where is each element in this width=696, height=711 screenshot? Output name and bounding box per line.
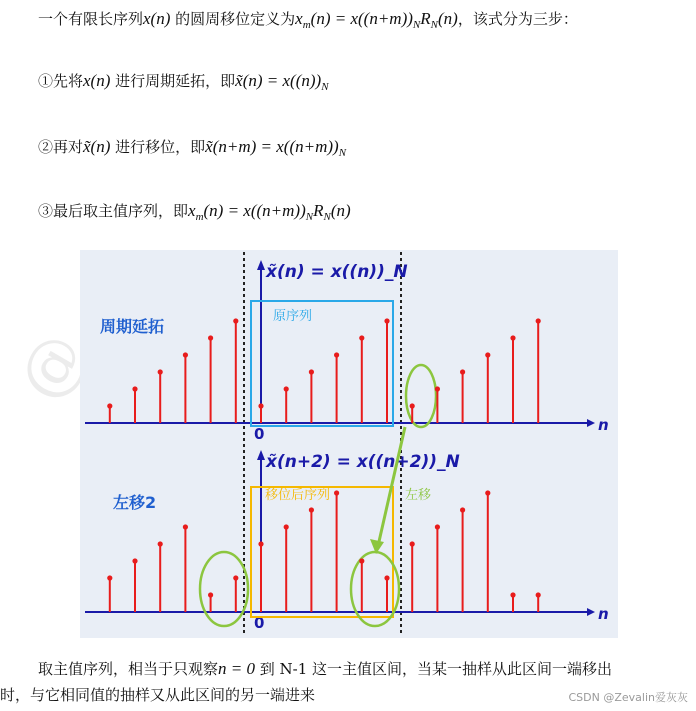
top-stem-point	[233, 318, 238, 323]
intro-x-n: x(n)	[143, 9, 171, 28]
step-2-label: ②再对	[38, 138, 84, 156]
footer-credit: CSDN @Zevalin爱灰灰	[568, 691, 688, 704]
periodic-extension-label: 周期延拓	[100, 317, 165, 336]
bottom-stem-point	[435, 524, 440, 529]
figure-svg	[80, 250, 618, 638]
top-stem-point	[258, 403, 263, 408]
intro-text-post: ，该式分为三步：	[457, 10, 578, 28]
top-formula: x̃(n) = x((n))_N	[266, 262, 408, 282]
top-stem-point	[107, 403, 112, 408]
highlight-ellipse-bottom-left	[200, 552, 248, 626]
bottom-zero-label: 0	[254, 614, 265, 632]
intro-text-pre: 一个有限长序列	[38, 10, 144, 28]
top-zero-label: 0	[254, 425, 265, 443]
intro-line	[38, 8, 578, 31]
top-stem-point	[460, 369, 465, 374]
bottom-stem-point	[107, 575, 112, 580]
step-2	[38, 136, 346, 159]
intro-text-mid: 的圆周移位定义为	[170, 10, 296, 28]
top-stem-point	[309, 369, 314, 374]
explanation-post: 到 N-1 这一主值区间，当某一抽样从此区间一端移出	[255, 660, 613, 678]
bottom-stem-point	[359, 558, 364, 563]
top-stem-point	[510, 335, 515, 340]
top-stem-point	[435, 386, 440, 391]
top-axis-arrow	[587, 419, 595, 427]
bottom-stem-point	[485, 490, 490, 495]
top-stem-point	[284, 386, 289, 391]
bottom-stem-point	[132, 558, 137, 563]
bottom-stem-point	[309, 507, 314, 512]
explanation-math: n = 0	[218, 659, 255, 678]
highlight-ellipse-top	[406, 365, 436, 427]
shifted-sequence-label: 移位后序列	[265, 488, 331, 503]
circular-shift-figure	[80, 250, 618, 638]
explanation-line-1	[0, 656, 696, 682]
step-1-formula: x̃(n) = $x((n))_N$	[235, 71, 329, 93]
explanation-line-2: 时，与它相同值的抽样又从此区间的另一端进来	[0, 686, 316, 704]
watermark: @	[3, 320, 101, 414]
step-1-label: ①先将	[38, 72, 84, 90]
bottom-stem-point	[510, 592, 515, 597]
bottom-axis-var: n	[598, 605, 609, 623]
top-stem-point	[410, 403, 415, 408]
step-3-formula: $x_m(n) = x((n+m))_NR_N(n)$	[188, 201, 351, 223]
top-stem-point	[158, 369, 163, 374]
bottom-stem-point	[334, 490, 339, 495]
bottom-stem-point	[460, 507, 465, 512]
top-stem-point	[359, 335, 364, 340]
bottom-stem-point	[536, 592, 541, 597]
step-3-label: ③最后取主值序列，即	[38, 202, 189, 220]
highlight-ellipse-bottom-right	[351, 552, 399, 626]
left-shift-2-label: 左移2	[113, 493, 157, 512]
bottom-stem-point	[384, 575, 389, 580]
bottom-stem-point	[233, 575, 238, 580]
top-stem-point	[485, 352, 490, 357]
top-y-axis-arrow	[257, 260, 265, 270]
step-2-formula: x̃(n+m) = $x((n+m))_N$	[205, 137, 347, 159]
bottom-stem-point	[208, 592, 213, 597]
bottom-y-axis-arrow	[257, 450, 265, 460]
bottom-stem-point	[410, 541, 415, 546]
step-3	[38, 200, 351, 223]
step-1-expr: x(n)	[83, 71, 111, 90]
top-stem-point	[132, 386, 137, 391]
top-stem-point	[384, 318, 389, 323]
intro-formula: $x_m(n) = x((n+m))_NR_N(n)$	[295, 9, 458, 31]
top-stem-point	[208, 335, 213, 340]
top-axis-var: n	[598, 416, 609, 434]
left-shift-label: 左移	[405, 488, 432, 503]
step-1-mid: 进行周期延拓，即	[110, 72, 236, 90]
step-2-expr: x̃(n)	[83, 137, 111, 156]
bottom-stem-point	[284, 524, 289, 529]
original-sequence-label: 原序列	[273, 309, 313, 324]
top-stem-point	[183, 352, 188, 357]
step-1	[38, 70, 329, 93]
bottom-stem-point	[158, 541, 163, 546]
bottom-stem-point	[258, 541, 263, 546]
top-stem-point	[536, 318, 541, 323]
step-2-mid: 进行移位，即	[110, 138, 206, 156]
top-stem-point	[334, 352, 339, 357]
bottom-axis-arrow	[587, 608, 595, 616]
explanation-pre: 取主值序列，相当于只观察	[38, 660, 219, 678]
bottom-stem-point	[183, 524, 188, 529]
bottom-formula: x̃(n+2) = x((n+2))_N	[266, 452, 460, 472]
